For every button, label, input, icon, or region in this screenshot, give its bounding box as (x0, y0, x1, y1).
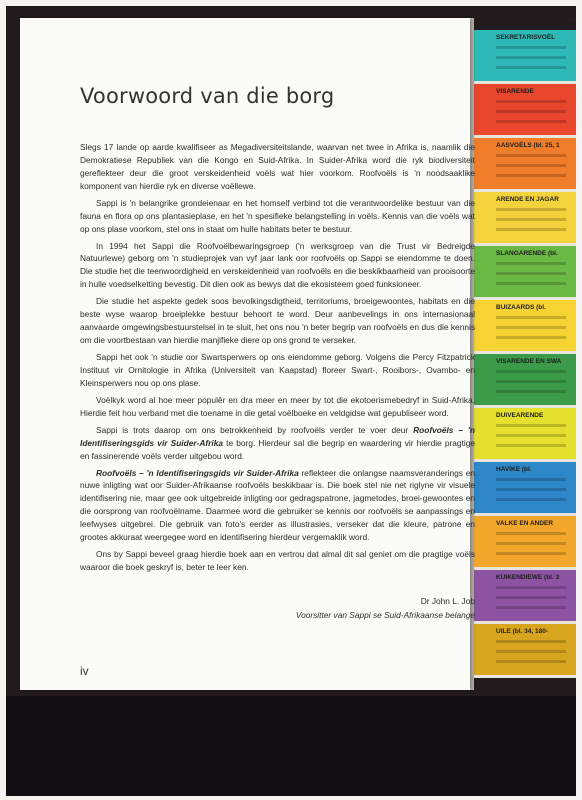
section-tab (474, 300, 576, 351)
tab-text-line (496, 272, 566, 275)
section-tab-label: VISARENDE EN SWA (496, 358, 562, 365)
tab-text-line (496, 154, 566, 157)
section-tab-label: HAVIKE (bl. (496, 466, 532, 473)
paragraph-text: Voëlkyk word al hoe meer populêr en dra meer en meer by tot die ekotoerismebedryf in Suid-Afrika. Hierdie feit hou verband met die toename in die getal voëlboeke en veldgidse wat gepubliseer word. (80, 394, 475, 418)
tab-text-line (496, 336, 566, 339)
tab-text-line (496, 586, 566, 589)
foreword-paragraph (80, 394, 475, 420)
paragraph-text: Sappi is trots daarop om ons betrokkenheid by roofvoëls verder te voer deur (96, 424, 414, 435)
section-tab-label: VALKE EN ANDER (496, 520, 554, 527)
paragraph-text: Slegs 17 lande op aarde kwalifiseer as Megadiversiteitslande, waarvan net twee in Afrika is, naamlik die Demokratiese Republiek van die Kongo en Suid-Afrika. In Suider-Afrika word die ryk biodiversiteit gereflekteer deur die groot verskeidenheid voëls wat hier voorkom. Roofvoëls is 'n noodsaaklike komponent van hierdie ryk en diverse voëllewe. (80, 142, 475, 191)
section-tab (474, 30, 576, 81)
tab-text-line (496, 120, 566, 123)
paragraph-text: In 1994 het Sappi die Roofvoëlbewaringsgroep ('n werksgroep van die Trust vir Bedreigde Natuurlewe) geborg om 'n studieprojek van vyf jaar lank oor roofvoëls op Sappi se eiendomme te doen. Die studie het die teenwoordigheid en verskeidenheid van roofvoëls en die beskikbaarheid van prooisoorte in hulle voedselketting bevestig. Dit dien ook as bewys dat die ekosisteem goed funksioneer. (80, 240, 475, 290)
tab-text-line (496, 532, 566, 535)
tab-text-line (496, 640, 566, 643)
foreword-paragraph (80, 141, 475, 193)
tab-text-line (496, 542, 566, 545)
tab-text-line (496, 370, 566, 373)
foreword-paragraph (80, 295, 475, 347)
signature-block (250, 594, 475, 622)
corner-letter: C (566, 16, 576, 31)
section-tab-label: SLANGARENDE (bl. (496, 250, 558, 257)
section-tab-label: SEKRETARISVOËL (496, 34, 556, 41)
section-tab-label: ARENDE EN JAGAR (496, 196, 559, 203)
section-tab-label: UILE (bl. 34, 180- (496, 628, 549, 635)
next-page-color-tabs (474, 30, 576, 678)
book-title-emphasis: Roofvoëls – 'n Identifiseringsgids vir Suider-Afrika (80, 424, 475, 448)
section-tab (474, 354, 576, 405)
page-title: Voorwoord van die borg (80, 84, 335, 108)
foreword-body (80, 141, 475, 578)
signature-role: Voorsitter van Sappi se Suid-Afrikaanse belange (295, 610, 475, 620)
tab-text-line (496, 444, 566, 447)
section-tab-label: VISARENDE (496, 88, 534, 95)
tab-text-line (496, 110, 566, 113)
tab-text-line (496, 478, 566, 481)
tab-text-line (496, 650, 566, 653)
tab-text-line (496, 46, 566, 49)
tab-text-line (496, 316, 566, 319)
paragraph-text: te borg. Hierdeur sal die begrip en waardering vir hierdie pragtige en fassinerende voëls verder uitgebou word. (80, 437, 475, 461)
page-number: iv (80, 664, 89, 678)
paragraph-text: reflekteer die onlangse naamsveranderings en nuwe inligting wat oor Suider-Afrikaanse roofvoëls beskikbaar is. Die boek stel nie net riglyne vir visuele identifisering nie, maar gee ook uitgebreide inligting oor gedragspatrone, jagmetodes, broei-gewoontes en die oorsprong van roofvoëlname. Daarmee word die gebruiker se kennis oor roofvoëls se aanpassings en leefwyses uitgebrei. Die gebruik van foto's eerder as illustrasies, verseker dat die kleure, patrone en grootes akkuraat weergegee word en identifisering hierdeur vergemaklik word. (80, 467, 476, 543)
section-tab (474, 570, 576, 621)
tab-text-line (496, 552, 566, 555)
paragraph-text: Sappi is 'n belangrike grondeienaar en het homself verbind tot die verantwoordelike bestuur van die fauna en flora op ons plantasieplase, en het 'n spesifieke belangstelling in voëls. Kennis van die voëls wat op ons plase voorkom, stel ons in staat om hulle habitats beter te bestuur. (80, 197, 475, 234)
tab-text-line (496, 164, 566, 167)
foreword-paragraph (80, 467, 475, 544)
foreword-paragraph (80, 240, 475, 292)
section-tab-label: AASVOËLS (bl. 25, 1 (496, 142, 560, 149)
book-title-emphasis: Roofvoëls – 'n Identifiseringsgids vir Suider-Afrika (96, 467, 299, 478)
section-tab-label: BUIZAARDS (bl. (496, 304, 546, 311)
tab-text-line (496, 390, 566, 393)
section-tab (474, 192, 576, 243)
section-tab (474, 138, 576, 189)
tab-text-line (496, 218, 566, 221)
tab-text-line (496, 424, 566, 427)
foreword-paragraph (80, 548, 475, 574)
tab-text-line (496, 596, 566, 599)
tab-text-line (496, 488, 566, 491)
tab-text-line (496, 434, 566, 437)
section-tab (474, 84, 576, 135)
paragraph-text: Die studie het aspekte gedek soos bevolkingsdigtheid, territoriums, broeigewoontes, habitats en die beste wyse waarop broeiplekke bestuur behoort te word. Deur aanbevelings in ons internasionaal aanvaarde omgewingsbestuurstelsel in te sluit, het ons nou 'n beter begrip van roofvoëls en dus die kennis om die voortbestaan van hierdie manjifieke diere op ons grond te verseker. (80, 296, 475, 345)
foreword-paragraph (80, 351, 475, 390)
tab-text-line (496, 262, 566, 265)
section-tab (474, 246, 576, 297)
tab-text-line (496, 174, 566, 177)
paragraph-text: Ons by Sappi beveel graag hierdie boek aan en vertrou dat almal dit sal geniet om die pragtige voëls waaroor die boek geskryf is, beter te leer ken. (80, 549, 475, 572)
tab-text-line (496, 498, 566, 501)
tab-text-line (496, 208, 566, 211)
section-tab (474, 408, 576, 459)
signature-name: Dr John L. Job (420, 596, 475, 606)
tab-text-line (496, 282, 566, 285)
scan-dark-edge (6, 696, 576, 796)
tab-text-line (496, 228, 566, 231)
section-tab (474, 462, 576, 513)
section-tab-label: KUIKENDIEWE (bl. 3 (496, 574, 560, 581)
section-tab (474, 516, 576, 567)
tab-text-line (496, 66, 566, 69)
tab-text-line (496, 660, 566, 663)
tab-text-line (496, 100, 566, 103)
section-tab-label: DUIVEARENDE (496, 412, 544, 419)
tab-text-line (496, 56, 566, 59)
foreword-paragraph (80, 424, 475, 463)
tab-text-line (496, 380, 566, 383)
tab-text-line (496, 326, 566, 329)
tab-text-line (496, 606, 566, 609)
book-page (20, 18, 476, 690)
section-tab (474, 624, 576, 675)
foreword-paragraph (80, 197, 475, 236)
paragraph-text: Sappi het ook 'n studie oor Swartsperwers op ons eiendomme geborg. Volgens die Percy Fitzpatrick Instituut vir Ornitologie in Afrika (Universiteit van Kaapstad) floreer Swart-, Rooibors-, Ovambo- en Kleinsperwers nou op ons plase. (80, 351, 475, 388)
